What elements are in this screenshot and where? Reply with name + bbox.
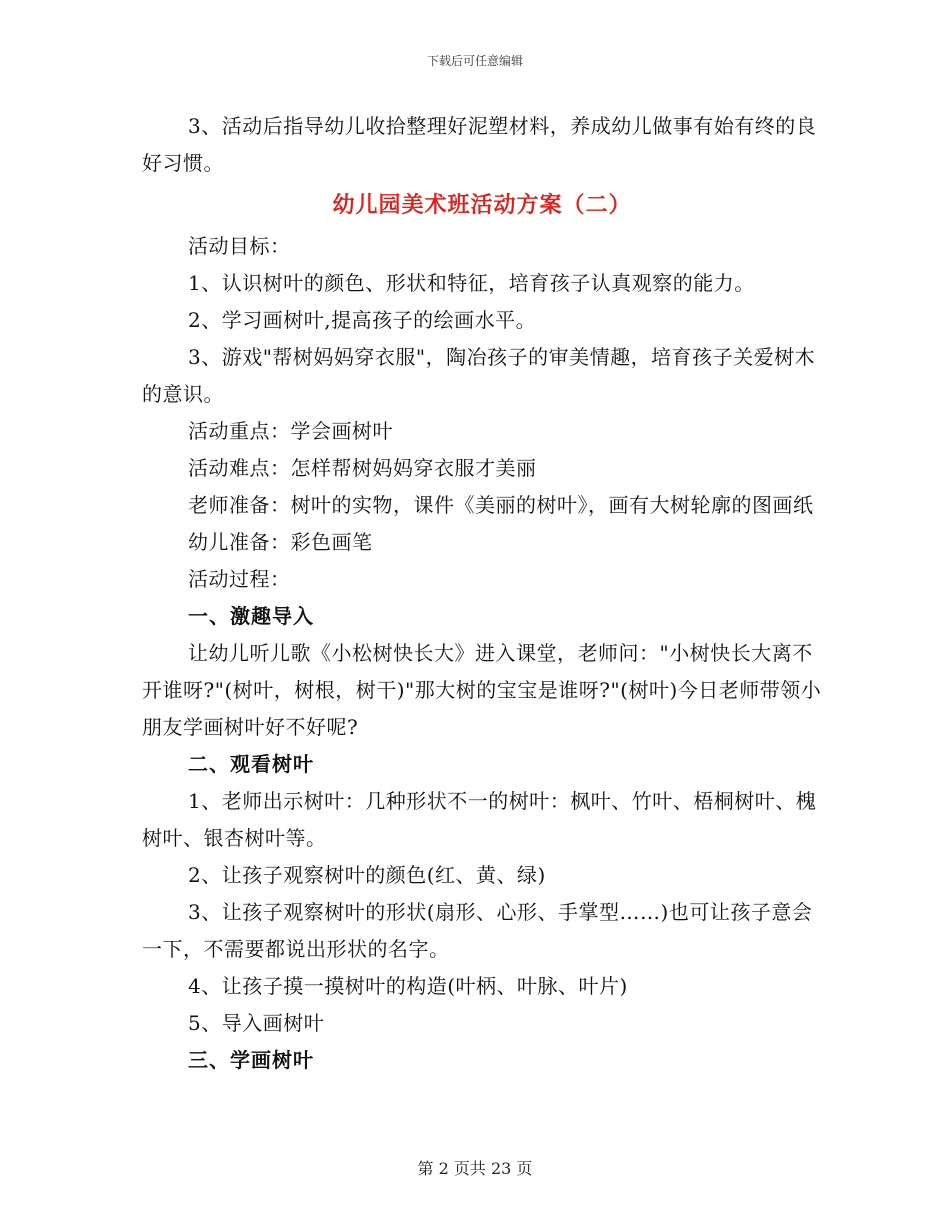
- paragraph: 1、认识树叶的颜色、形状和特征，培育孩子认真观察的能力。: [188, 271, 755, 295]
- page-header: 下载后可任意编辑: [426, 54, 523, 68]
- paragraph: 2、让孩子观察树叶的颜色(红、黄、绿): [188, 863, 546, 887]
- subheading: 三、学画树叶: [188, 1048, 314, 1072]
- paragraph: 3、游戏"帮树妈妈穿衣服"，陶冶孩子的审美情趣，培育孩子关爱树木的意识。: [142, 345, 816, 406]
- paragraph: 活动目标：: [188, 234, 291, 258]
- document-body: [142, 108, 822, 1079]
- paragraph: 2、学习画树叶,提高孩子的绘画水平。: [188, 308, 537, 332]
- paragraph: 让幼儿听儿歌《小松树快长大》进入课堂，老师问："小树快长大离不开谁呀?"(树叶，树根，树干)"那大树的宝宝是谁呀?"(树叶)今日老师带领小朋友学画树叶好不好呢?: [142, 641, 822, 739]
- paragraph: 1、老师出示树叶：几种形状不一的树叶：枫叶、竹叶、梧桐树叶、槐树叶、银杏树叶等。: [142, 789, 817, 850]
- paragraph: 老师准备：树叶的实物，课件《美丽的树叶》，画有大树轮廓的图画纸: [188, 493, 814, 517]
- paragraph: 活动过程：: [188, 567, 291, 591]
- section-title: 幼儿园美术班活动方案（二）: [332, 193, 632, 218]
- paragraph: 幼儿准备：彩色画笔: [188, 530, 373, 554]
- paragraph: 活动难点：怎样帮树妈妈穿衣服才美丽: [188, 456, 537, 480]
- paragraph: 3、活动后指导幼儿收拾整理好泥塑材料，养成幼儿做事有始有终的良好习惯。: [142, 114, 817, 175]
- subheading: 一、激趣导入: [188, 604, 314, 628]
- paragraph: 5、导入画树叶: [188, 1011, 325, 1035]
- subheading: 二、观看树叶: [188, 752, 314, 776]
- page-footer: 第 2 页共 23 页: [417, 1159, 533, 1178]
- paragraph: 3、让孩子观察树叶的形状(扇形、心形、手掌型……)也可让孩子意会一下，不需要都说出形状的名字。: [142, 900, 813, 961]
- paragraph: 4、让孩子摸一摸树叶的构造(叶柄、叶脉、叶片): [188, 974, 628, 998]
- paragraph: 活动重点：学会画树叶: [188, 419, 393, 443]
